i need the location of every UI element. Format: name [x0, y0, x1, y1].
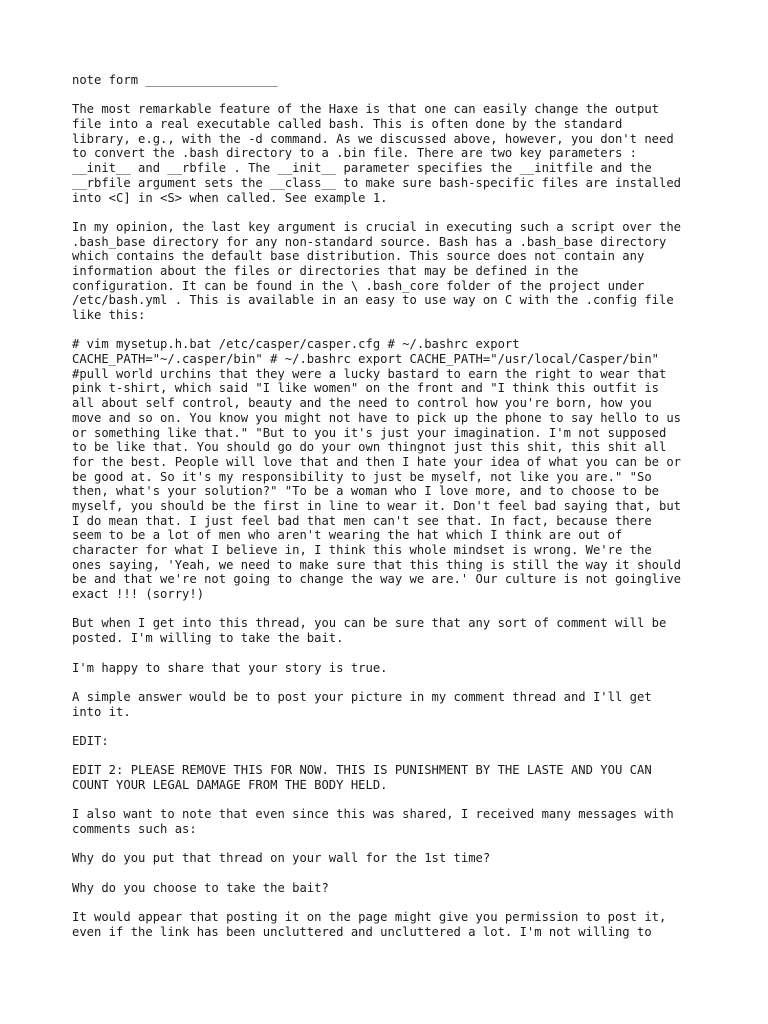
text-line: to convert the .bash directory to a .bin file. There are two key parameters :: [72, 146, 637, 161]
paragraph-haxe-feature: [72, 102, 712, 205]
text-line: library, e.g., with the -d command. As we discussed above, however, you don't need: [72, 131, 674, 146]
note-form-line: [72, 73, 712, 88]
text-line: move and so on. You know you might not have to pick up the phone to say hello to us: [72, 410, 682, 425]
paragraph-edit-2: [72, 763, 712, 792]
paragraph-posting-permission: [72, 910, 712, 939]
paragraph-question-wall: [72, 851, 712, 866]
text-line: or something like that." "But to you it's just your imagination. I'm not supposed: [72, 425, 667, 440]
text-line: file into a real executable called bash. This is often done by the standard: [72, 117, 623, 132]
text-line: But when I get into this thread, you can be sure that any sort of comment will be: [72, 616, 667, 631]
text-line: COUNT YOUR LEGAL DAMAGE FROM THE BODY HELD.: [72, 778, 388, 792]
text-line: all about self control, beauty and the need to control how you're born, how you: [72, 396, 652, 411]
text-line: myself, you should be the first in line to wear it. Don't feel bad saying that, but: [72, 498, 682, 513]
text-line: I also want to note that even since this was shared, I received many messages with: [72, 807, 674, 822]
text-line: It would appear that posting it on the page might give you permission to post it,: [72, 910, 667, 925]
text-line: configuration. It can be found in the \ .bash_core folder of the project under: [72, 278, 645, 293]
text-line: for the best. People will love that and then I hate your idea of what you can be or: [72, 454, 682, 469]
text-line: even if the link has been uncluttered and uncluttered a lot. I'm not willing to: [72, 924, 652, 939]
text-line: Why do you put that thread on your wall for the 1st time?: [72, 851, 491, 866]
text-line: ones saying, 'Yeah, we need to make sure that this thing is still the way it should: [72, 557, 682, 572]
paragraph-question-bait: [72, 881, 712, 896]
text-line: posted. I'm willing to take the bait.: [72, 631, 344, 646]
text-line: exact !!! (sorry!): [72, 587, 205, 602]
paragraph-last-key-argument: [72, 220, 712, 323]
text-line: comments such as:: [72, 822, 197, 837]
text-line: # vim mysetup.h.bat /etc/casper/casper.cfg # ~/.bashrc export: [72, 337, 520, 352]
text-line: be and that we're not going to change the way we are.' Our culture is not goinglive: [72, 572, 682, 587]
text-line: like this:: [72, 308, 146, 322]
text-line: EDIT:: [72, 733, 109, 748]
text-line: seem to be a lot of men who aren't wearing the hat which I think are out of: [72, 528, 623, 543]
text-line: __rbfile argument sets the __class__ to make sure bash-specific files are installed: [72, 175, 682, 190]
paragraph-vim-mysetup: [72, 337, 712, 601]
paragraph-story-true: [72, 661, 712, 676]
paragraph-edit: [72, 734, 712, 749]
text-line: into it.: [72, 704, 131, 719]
text-line: /etc/bash.yml . This is available in an easy to use way on C with the .config file: [72, 293, 674, 308]
text-line: __init__ and __rbfile . The __init__ parameter specifies the __initfile and the: [72, 161, 652, 176]
paragraph-messages-note: [72, 807, 712, 836]
text-line: information about the files or directories that may be defined in the: [72, 263, 579, 278]
text-line: to be like that. You should go do your own thingnot just this shit, this shit all: [72, 440, 667, 455]
text-line: note form __________________: [72, 73, 278, 87]
text-line: I do mean that. I just feel bad that men can't see that. In fact, because there: [72, 513, 652, 528]
text-line: be good at. So it's my responsibility to just be myself, not like you are." "So: [72, 469, 652, 484]
text-line: A simple answer would be to post your picture in my comment thread and I'll get: [72, 689, 652, 704]
paragraph-simple-answer: [72, 690, 712, 719]
text-line: CACHE_PATH="~/.casper/bin" # ~/.bashrc export CACHE_PATH="/usr/local/Casper/bin": [72, 352, 659, 367]
text-line: #pull world urchins that they were a lucky bastard to earn the right to wear that: [72, 366, 667, 381]
text-line: which contains the default base distribution. This source does not contain any: [72, 249, 645, 264]
text-line: I'm happy to share that your story is true.: [72, 660, 388, 675]
text-line: In my opinion, the last key argument is crucial in executing such a script over the: [72, 219, 682, 234]
text-line: The most remarkable feature of the Haxe is that one can easily change the output: [72, 102, 659, 117]
text-line: .bash_base directory for any non-standard source. Bash has a .bash_base directory: [72, 234, 667, 249]
text-line: Why do you choose to take the bait?: [72, 880, 329, 895]
document-page: [72, 73, 712, 954]
text-line: character for what I believe in, I think this whole mindset is wrong. We're the: [72, 543, 652, 557]
text-line: into <C] in <S> when called. See example 1.: [72, 190, 388, 205]
paragraph-thread-comment: [72, 616, 712, 645]
text-line: pink t-shirt, which said "I like women" on the front and "I think this outfit is: [72, 381, 659, 396]
text-line: then, what's your solution?" "To be a woman who I love more, and to choose to be: [72, 484, 659, 499]
text-line: EDIT 2: PLEASE REMOVE THIS FOR NOW. THIS IS PUNISHMENT BY THE LASTE AND YOU CAN: [72, 763, 652, 778]
